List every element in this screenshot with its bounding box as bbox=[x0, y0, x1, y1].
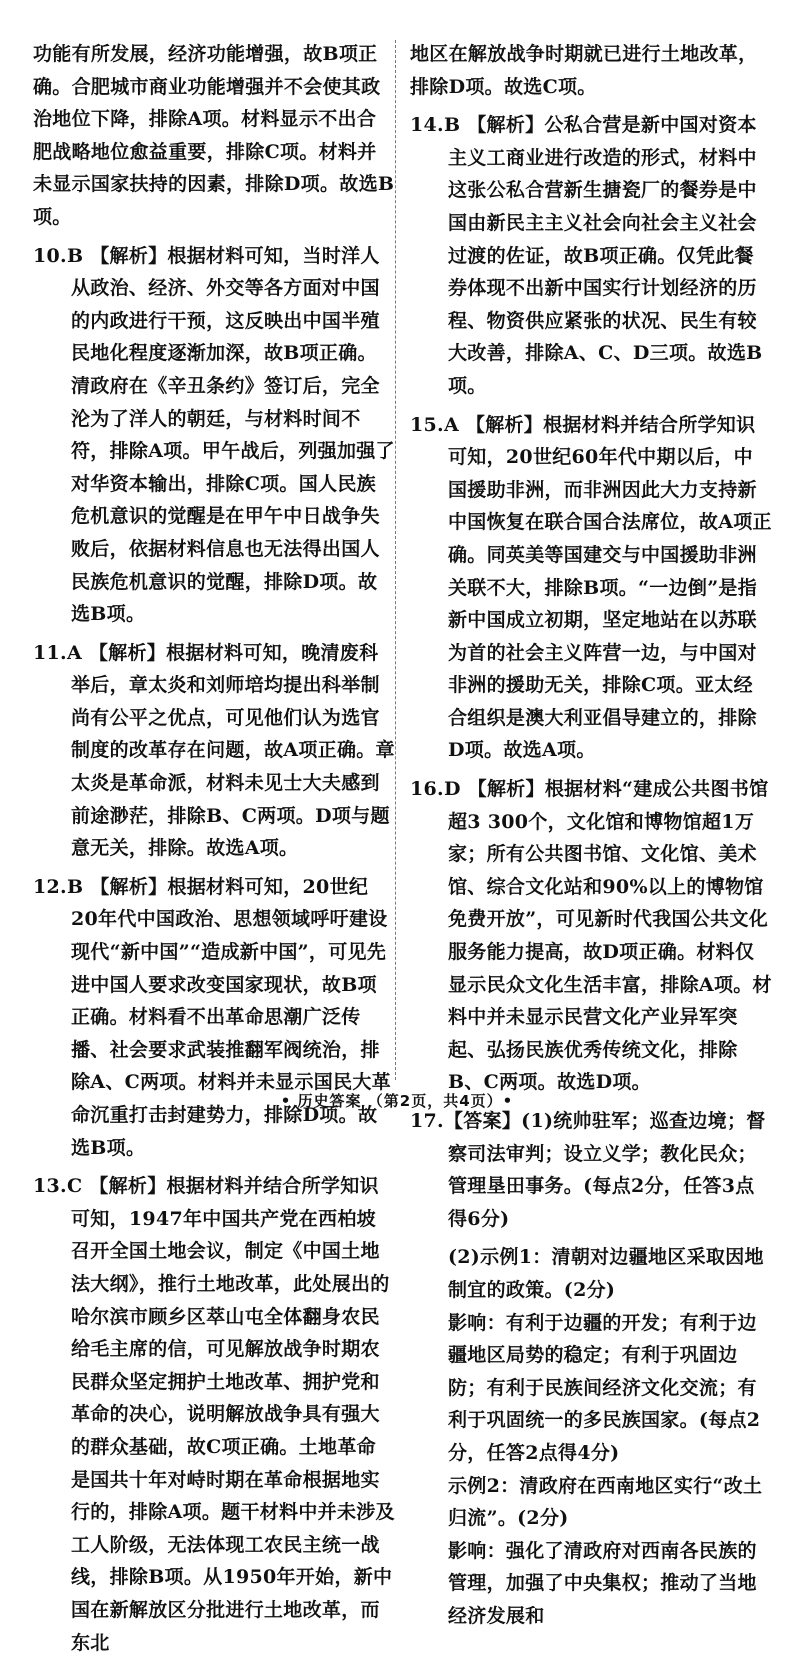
q11-answer: 11.A 【解析】根据材料可知，晚清废科举后，章太炎和刘师培均提出科举制尚有公平之优点，可见他们认为选官制度的改革存在问题，故A项正确。章太炎是革命派，材料未见士大夫感到前途渺茫，排除B、C两项。D项与题意无关，排除。故选A项。 bbox=[33, 641, 395, 860]
q15-answer: 15.A 【解析】根据材料并结合所学知识可知，20世纪60年代中期以后，中国援助非洲，而非洲因此大力支持新中国恢复在联合国合法席位，故A项正确。同英美等国建交与中国援助非洲关联不大，排除B项。“一边倒”是指新中国成立初期，坚定地站在以苏联为首的社会主义阵营一边，与中国对非洲的援助无关，排除C项。亚太经合组织是澳大利亚倡导建立的，排除D项。故选A项。 bbox=[410, 413, 772, 762]
q9-answer-continued: 功能有所发展，经济功能增强，故B项正确。合肥城市商业功能增强并不会使其政治地位下降，排除A项。材料显示不出合肥战略地位愈益重要，排除C项。材料并未显示国家扶持的因素，排除D项。故选B项。 bbox=[33, 43, 395, 228]
column-divider bbox=[395, 40, 396, 1080]
q17-answer-part1: 17.【答案】(1)统帅驻军；巡查边境；督察司法审判；设立义学；教化民众；管理垦田事务。(每点2分，任答3点得6分) bbox=[410, 1110, 766, 1230]
left-column bbox=[33, 38, 395, 1665]
q13-answer-continued: 地区在解放战争时期就已进行土地改革，排除D项。故选C项。 bbox=[410, 43, 758, 98]
page-footer: • 历史答案 （第2页，共4页）• bbox=[280, 1092, 514, 1110]
q17-example2: 示例2：清政府在西南地区实行“改土归流”。(2分) bbox=[448, 1474, 763, 1530]
q12-answer: 12.B 【解析】根据材料可知，20世纪20年代中国政治、思想领域呼吁建设现代“新中国”“造成新中国”，可见先进中国人要求改变国家现状，故B项正确。材料看不出革命思潮广泛传播、社会要求武装推翻军阀统治，排除A、C两项。材料并未显示国民大革命沉重打击封建势力，排除D项。故选B项。 bbox=[33, 875, 391, 1159]
q17-example2-impact: 影响：强化了清政府对西南各民族的管理，加强了中央集权；推动了当地经济发展和 bbox=[448, 1539, 757, 1627]
right-column bbox=[410, 38, 772, 1633]
q10-answer: 10.B 【解析】根据材料可知，当时洋人从政治、经济、外交等各方面对中国的内政进行干预，这反映出中国半殖民地化程度逐渐加深，故B项正确。清政府在《辛丑条约》签订后，完全沦为了洋人的朝廷，与材料时间不符，排除A项。甲午战后，列强加强了对华资本输出，排除C项。国人民族危机意识的觉醒是在甲午中日战争失败后，依据材料信息也无法得出国人民族危机意识的觉醒，排除D项。故选B项。 bbox=[33, 244, 395, 626]
q16-answer: 16.D 【解析】根据材料“建成公共图书馆超3 300个，文化馆和博物馆超1万家；所有公共图书馆、文化馆、美术馆、综合文化站和90%以上的博物馆免费开放”，可见新时代我国公共文化服务能力提高，故D项正确。材料仅显示民众文化生活丰富，排除A项。材料中并未显示民营文化产业异军突起、弘扬民族优秀传统文化，排除B、C两项。故选D项。 bbox=[410, 778, 772, 1094]
q17-example1-impact: 影响：有利于边疆的开发；有利于边疆地区局势的稳定；有利于巩固边防；有利于民族间经济文化交流；有利于巩固统一的多民族国家。(每点2分，任答2点得4分) bbox=[448, 1311, 761, 1464]
q17-example1: (2)示例1：清朝对边疆地区采取因地制宜的政策。(2分) bbox=[448, 1246, 764, 1301]
q13-answer: 13.C 【解析】根据材料并结合所学知识可知，1947年中国共产党在西柏坡召开全国土地会议，制定《中国土地法大纲》，推行土地改革，此处展出的哈尔滨市顾乡区萃山屯全体翻身农民给毛主席的信，可见解放战争时期农民群众坚定拥护土地改革、拥护党和革命的决心，说明解放战争具有强大的群众基础，故C项正确。土地革命是国共十年对峙时期在革命根据地实行的，排除A项。题干材料中并未涉及工人阶级，无法体现工农民主统一战线，排除B项。从1950年开始，新中国在新解放区分批进行土地改革，而东北 bbox=[33, 1175, 395, 1654]
q14-answer: 14.B 【解析】公私合营是新中国对资本主义工商业进行改造的形式，材料中这张公私合营新生搪瓷厂的餐券是中国由新民主主义社会向社会主义社会过渡的佐证，故B项正确。仅凭此餐券体现不出新中国实行计划经济的历程、物资供应紧张的状况、民生有较大改善，排除A、C、D三项。故选B项。 bbox=[410, 114, 763, 397]
